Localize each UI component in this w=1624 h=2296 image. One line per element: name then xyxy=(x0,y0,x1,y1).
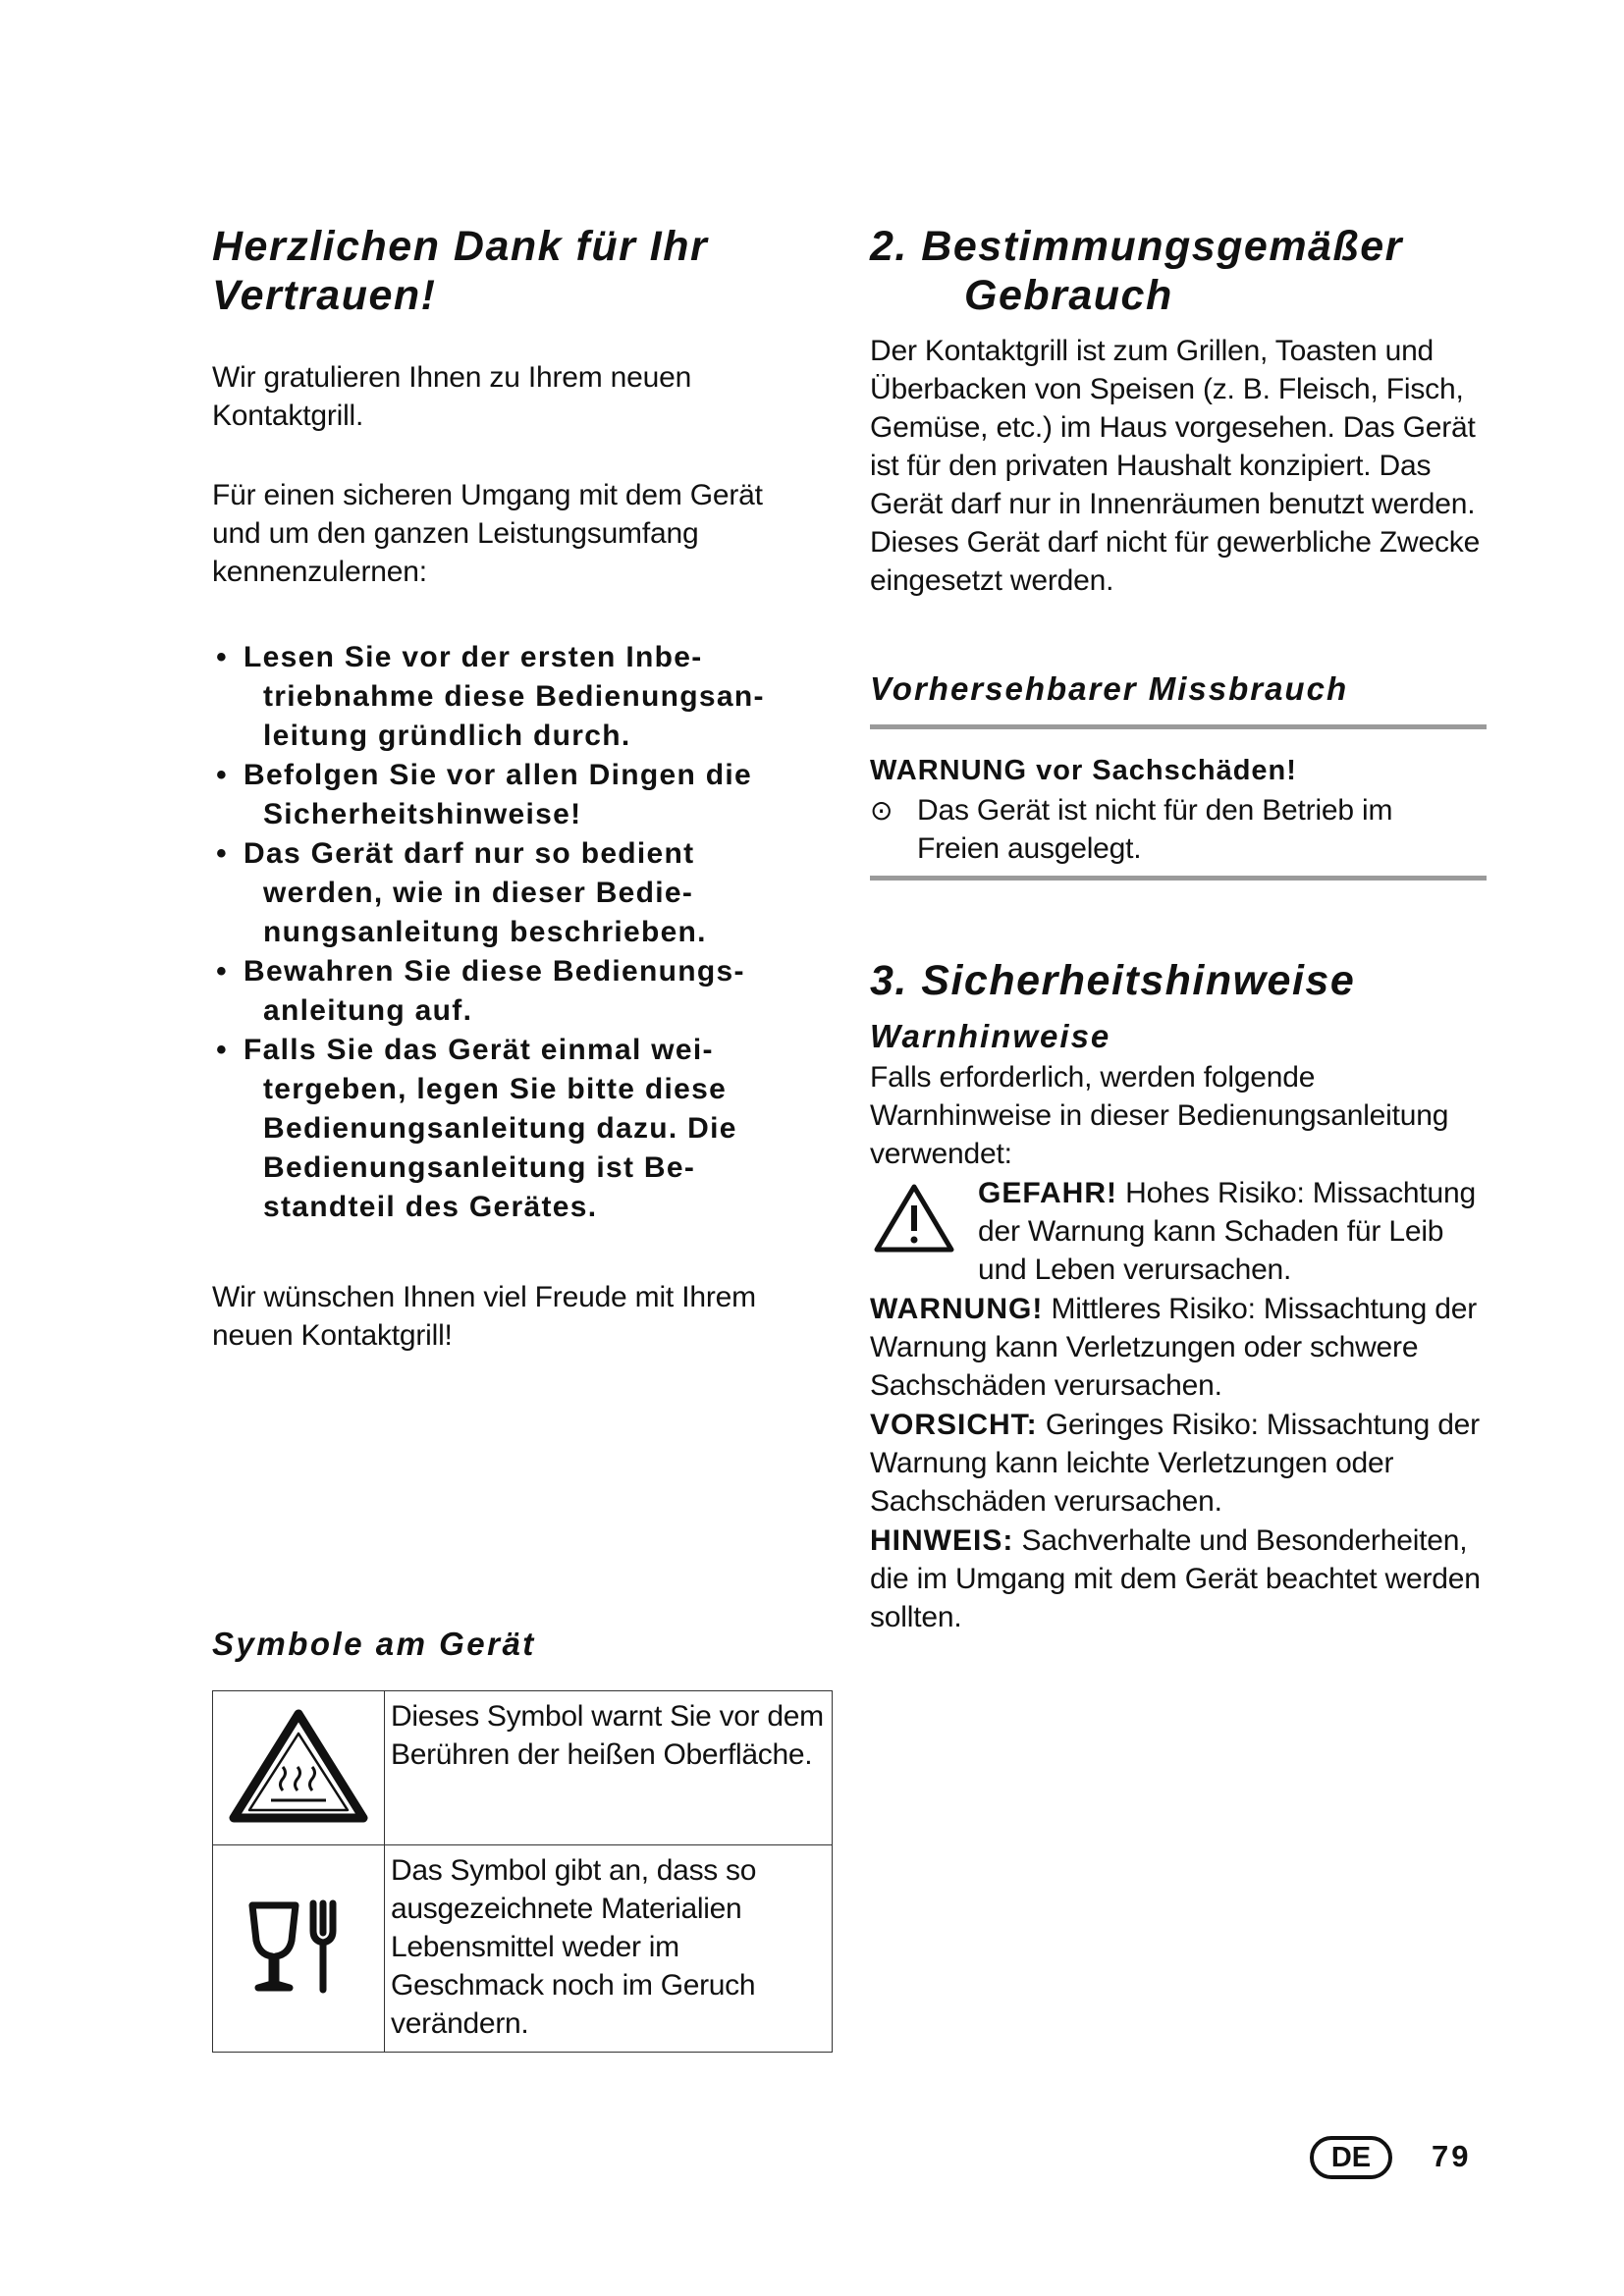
symbols-table xyxy=(212,1690,833,2053)
list-item: • Lesen Sie vor der ersten Inbe- triebnahme diese Bedienungsan- leitung gründlich durch. xyxy=(216,641,765,752)
intro-paragraph-1: Wir gratulieren Ihnen zu Ihrem neuen Kontaktgrill. xyxy=(212,361,692,432)
misuse-heading: Vorhersehbarer Missbrauch xyxy=(870,670,1349,707)
hot-surface-warning-icon xyxy=(228,1811,369,1828)
page-title: Herzlichen Dank für Ihr Vertrauen! xyxy=(212,223,709,319)
warn-heading: Warnhinweise xyxy=(870,1018,1111,1054)
table-row xyxy=(213,1691,833,1845)
section-2-body: Der Kontaktgrill ist zum Grillen, Toasten und Überbacken von Speisen (z. B. Fleisch, Fisch, Gemüse, etc.) im Haus vorgesehen. Das Gerät ist für den privaten Haushalt konzipiert. Das Gerät darf nur in Innenräumen benutzt werden. Dieses Gerät darf nicht für gewerbliche Zwecke eingesetzt werden. xyxy=(870,335,1481,597)
section-2-title: 2. Bestimmungsgemäßer Gebrauch xyxy=(870,223,1403,319)
list-item: • Bewahren Sie diese Bedienungs- anleitung auf. xyxy=(216,955,745,1027)
symbol-description: Dieses Symbol warnt Sie vor dem Berühren der heißen Oberfläche. xyxy=(385,1691,833,1845)
list-item: • Falls Sie das Gerät einmal wei- tergeben, legen Sie bitte diese Bedienungsanleitung dazu. Die Bedienungsanleitung ist Be- standteil des Gerätes. xyxy=(216,1034,737,1223)
page-number: 79 xyxy=(1432,2139,1472,2173)
intro-paragraph-2: Für einen sicheren Umgang mit dem Gerät und um den ganzen Leistungsumfang kennenzulernen: xyxy=(212,479,763,588)
closing-paragraph: Wir wünschen Ihnen viel Freude mit Ihrem neuen Kontaktgrill! xyxy=(212,1281,756,1352)
list-item: • Das Gerät darf nur so bedient werden, wie in dieser Bedie- nungsanleitung beschrieben. xyxy=(216,837,707,948)
divider xyxy=(870,724,1487,729)
symbol-cell xyxy=(213,1691,385,1845)
warning-label: WARNUNG vor Sachschäden! xyxy=(870,755,1297,786)
symbols-heading: Symbole am Gerät xyxy=(212,1626,536,1662)
list-item: • Befolgen Sie vor allen Dingen die Sicherheitshinweise! xyxy=(216,759,752,830)
instruction-list xyxy=(212,638,840,1227)
language-badge: DE xyxy=(1310,2136,1392,2179)
table-row xyxy=(213,1845,833,2053)
divider xyxy=(870,876,1487,881)
warning-triangle-icon xyxy=(872,1182,956,1259)
symbol-description: Das Symbol gibt an, dass so ausgezeichnete Materialien Lebensmittel weder im Geschmack noch im Geruch verändern. xyxy=(385,1845,833,2053)
symbol-cell xyxy=(213,1845,385,2053)
circle-dot-bullet-icon: ⊙ xyxy=(870,795,893,826)
food-safe-glass-fork-icon xyxy=(244,1983,352,2000)
section-3-title: 3. Sicherheitshinweise xyxy=(870,957,1356,1004)
vorsicht-note: VORSICHT: Geringes Risiko: Missachtung der Warnung kann leichte Verletzungen oder Sachschäden verursachen. xyxy=(870,1409,1480,1518)
warn-intro: Falls erforderlich, werden folgende Warnhinweise in dieser Bedienungsanleitung verwendet: xyxy=(870,1061,1449,1170)
warning-item: ⊙ Das Gerät ist nicht für den Betrieb im Freien ausgelegt. xyxy=(870,791,1479,868)
danger-note: GEFAHR! Hohes Risiko: Missachtung der Warnung kann Schaden für Leib und Leben verursachen. xyxy=(978,1177,1476,1286)
warnung-note: WARNUNG! Mittleres Risiko: Missachtung der Warnung kann Verletzungen oder schwere Sachschäden verursachen. xyxy=(870,1293,1477,1402)
hinweis-note: HINWEIS: Sachverhalte und Besonderheiten, die im Umgang mit dem Gerät beachtet werden sollten. xyxy=(870,1524,1481,1633)
